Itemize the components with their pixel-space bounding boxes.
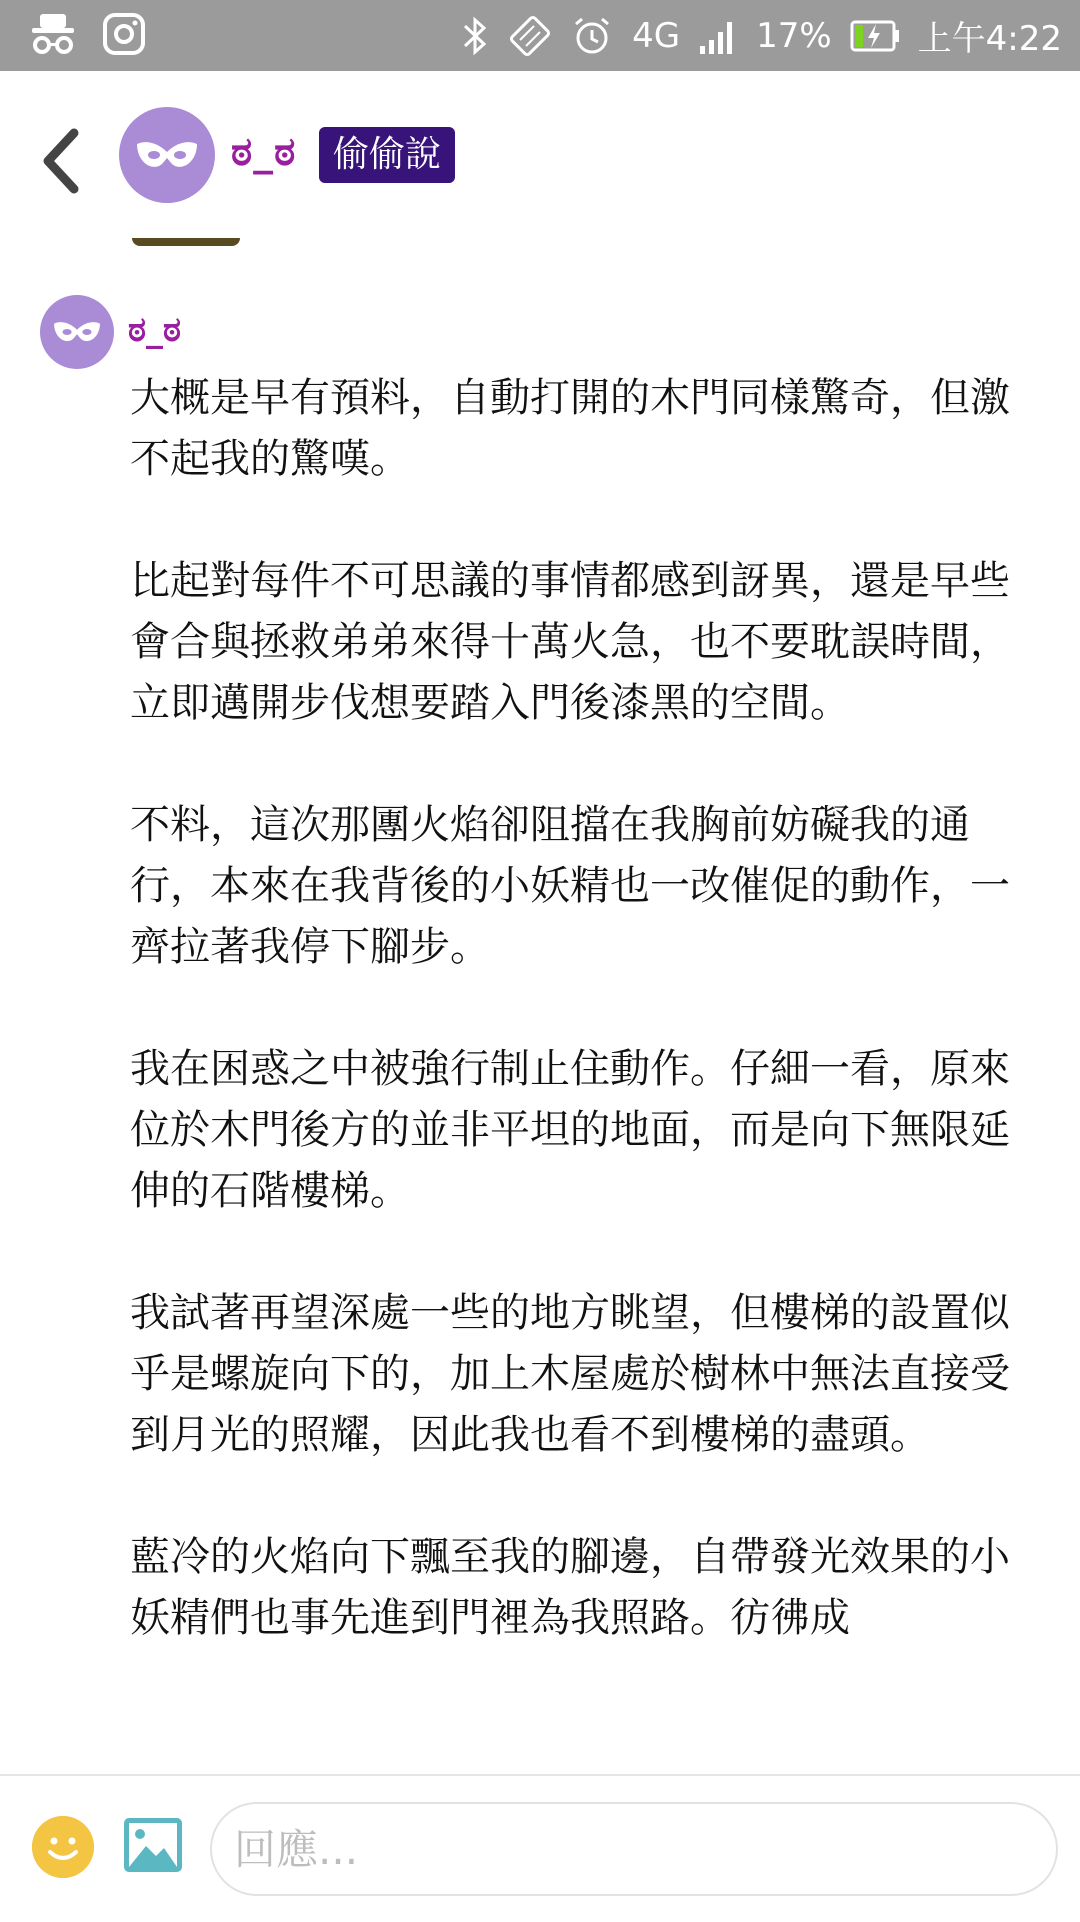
anonymous-board-badge[interactable]: 偷偷說 bbox=[319, 127, 455, 183]
network-type: 4G bbox=[632, 15, 681, 56]
emoji-button[interactable] bbox=[32, 1816, 94, 1878]
bluetooth-icon bbox=[460, 14, 490, 58]
header-author-name[interactable]: ಠ_ಠ bbox=[231, 129, 297, 175]
image-icon bbox=[122, 1816, 184, 1874]
status-bar bbox=[0, 0, 1080, 71]
network-4g-icon bbox=[632, 16, 680, 56]
instagram-icon bbox=[102, 12, 146, 56]
back-button[interactable] bbox=[36, 123, 92, 199]
post-paragraph: 藍冷的火焰向下飄至我的腳邊，自帶發光效果的小妖精們也事先進到門裡為我照路。彷彿成 bbox=[130, 1534, 1010, 1641]
battery-charging-icon bbox=[850, 18, 900, 54]
post-header bbox=[0, 71, 1080, 241]
status-bar-left bbox=[30, 12, 146, 56]
post-paragraph: 我試著再望深處一些的地方眺望，但樓梯的設置似乎是螺旋向下的，加上木屋處於樹林中無法直接受到月光的照耀，因此我也看不到樓梯的盡頭。 bbox=[130, 1290, 1010, 1458]
mask-icon bbox=[135, 138, 199, 172]
battery-percent: 17% bbox=[756, 15, 832, 56]
chevron-left-icon bbox=[36, 123, 92, 199]
clock: 上午4:22 bbox=[917, 19, 1062, 59]
image-upload-button[interactable] bbox=[122, 1816, 184, 1874]
author-avatar[interactable] bbox=[119, 107, 215, 203]
post-paragraph: 我在困惑之中被強行制止住動作。仔細一看，原來位於木門後方的並非平坦的地面，而是向下無限延伸的石階樓梯。 bbox=[130, 1046, 1010, 1214]
incognito-icon bbox=[30, 12, 76, 56]
smiley-icon bbox=[32, 1816, 94, 1878]
post-author-name[interactable]: ಠ_ಠ bbox=[128, 310, 181, 350]
post-paragraph: 比起對每件不可思議的事情都感到訝異，還是早些會合與拯救弟弟來得十萬火急，也不要耽誤時間，立即邁開步伐想要踏入門後漆黑的空間。 bbox=[130, 558, 1010, 726]
alarm-icon bbox=[570, 14, 614, 58]
signal-icon bbox=[698, 16, 738, 56]
post-body bbox=[130, 368, 1030, 1770]
status-bar-right bbox=[460, 0, 1062, 71]
post-author-avatar[interactable] bbox=[40, 295, 114, 369]
reply-input[interactable] bbox=[210, 1802, 1058, 1896]
post-paragraph: 不料，這次那團火焰卻阻擋在我胸前妨礙我的通行，本來在我背後的小妖精也一改催促的動作，一齊拉著我停下腳步。 bbox=[130, 802, 1010, 970]
mask-icon bbox=[52, 319, 102, 345]
reply-composer bbox=[0, 1774, 1080, 1922]
previous-content-edge bbox=[132, 238, 240, 246]
post-paragraph: 大概是早有預料，自動打開的木門同樣驚奇，但激不起我的驚嘆。 bbox=[130, 375, 1010, 482]
rotate-icon bbox=[508, 14, 552, 58]
